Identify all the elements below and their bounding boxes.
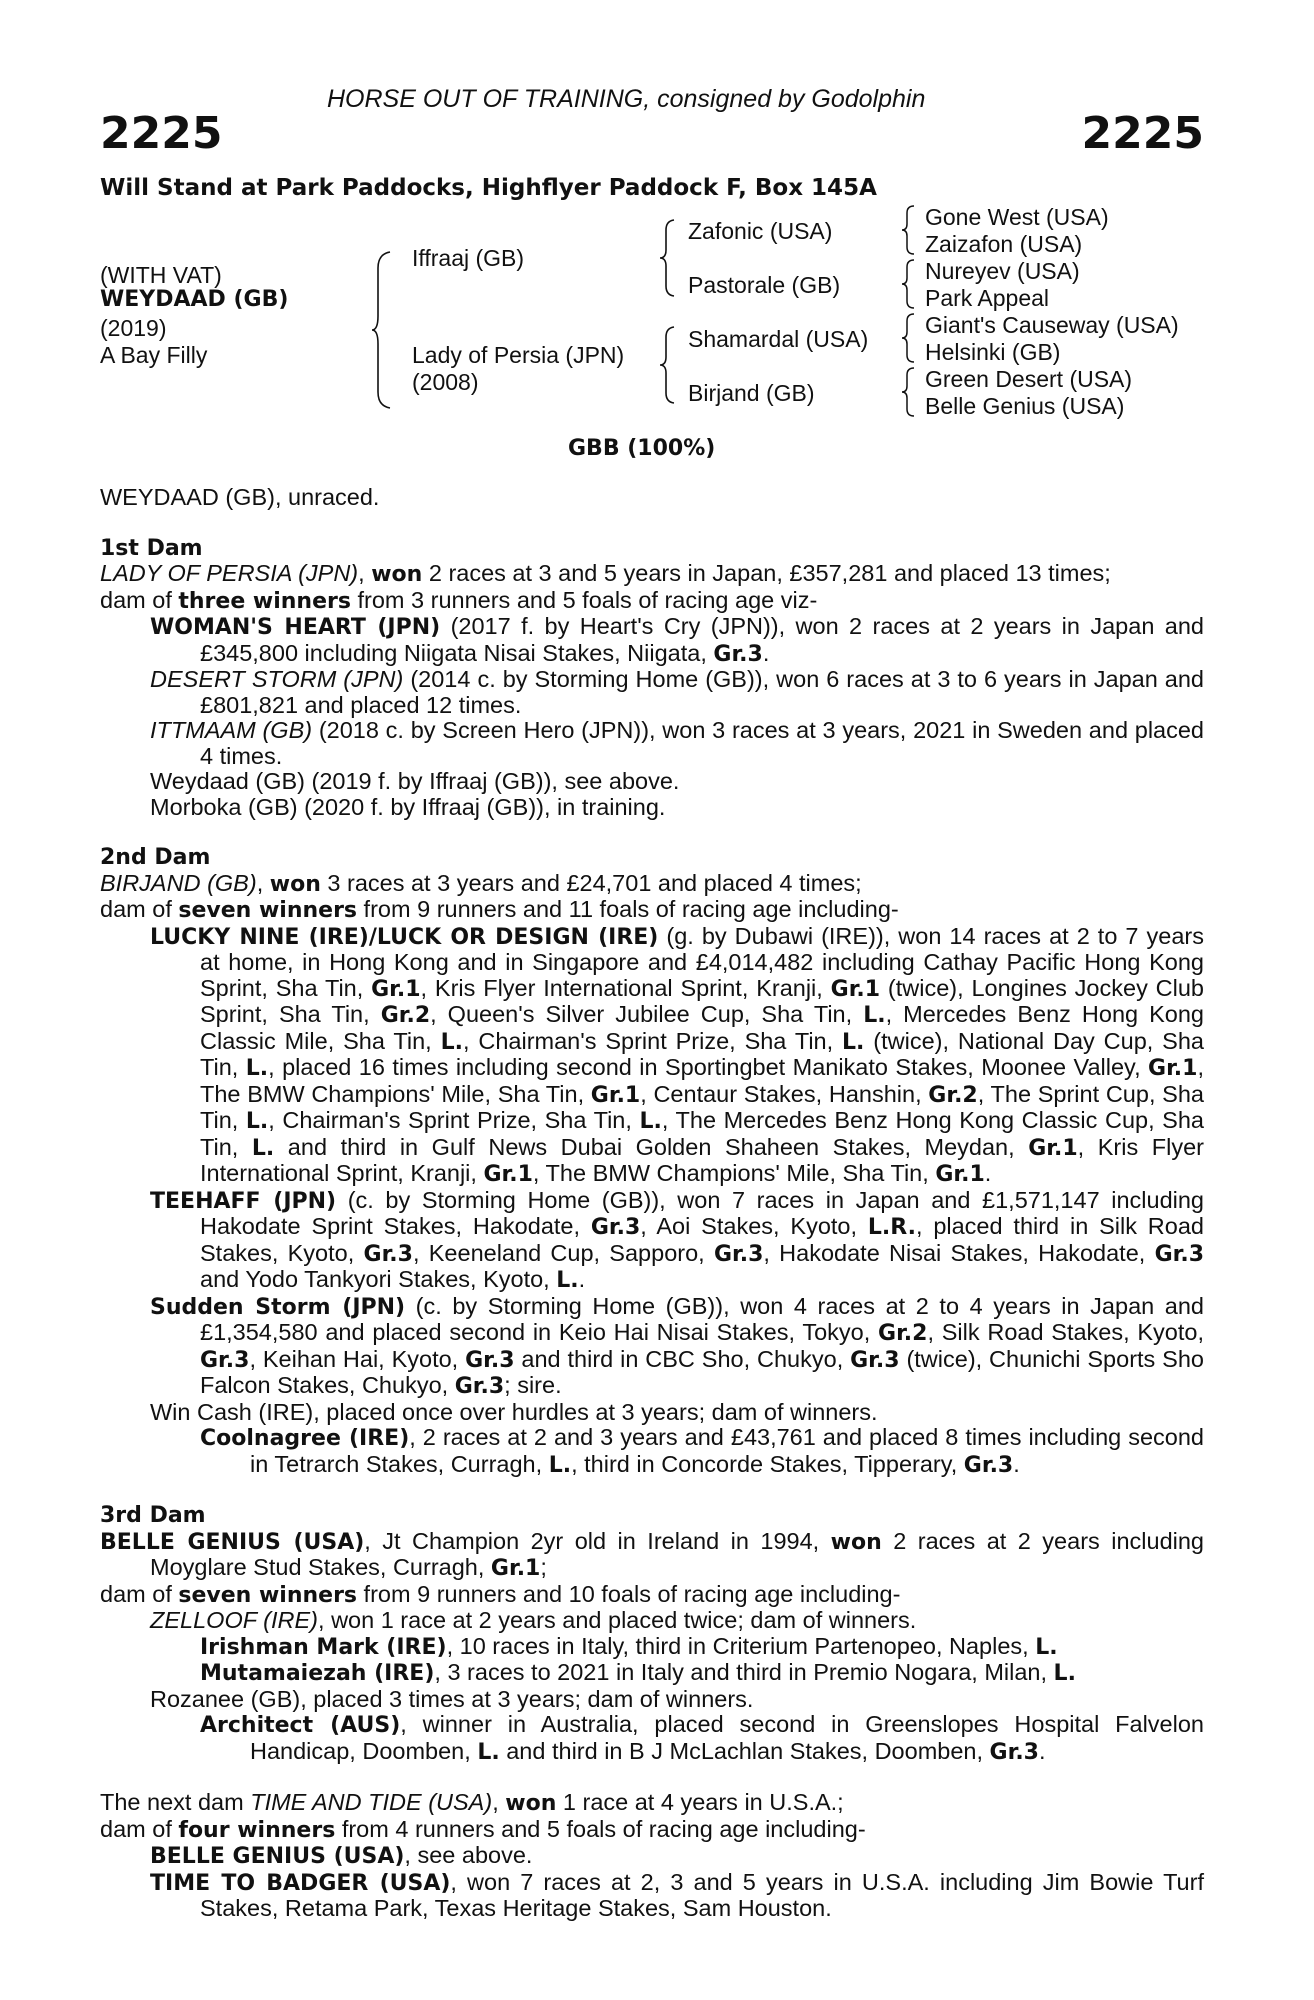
- t: , Jt Champion 2yr old in Ireland in 1994,: [364, 1527, 831, 1554]
- brace-3b: [900, 258, 916, 310]
- second-dam-line2: [100, 897, 1204, 924]
- third-dam-heading: 3rd Dam: [100, 1503, 206, 1528]
- grade-label: Gr.1: [830, 976, 881, 1002]
- t: , The BMW Champions' Mile, Sha Tin,: [532, 1160, 936, 1186]
- t: , 3 races to 2021 in Italy and third in Premio Nogara, Milan,: [434, 1659, 1054, 1685]
- t: , Chairman's Sprint Prize, Sha Tin,: [268, 1107, 640, 1133]
- gen3-7: Green Desert (USA): [925, 366, 1133, 392]
- t: (twice), National Day Cup, Sha Tin,: [200, 1027, 1204, 1080]
- first-dam-section: [100, 536, 1204, 821]
- grade-label: Gr.3: [963, 1452, 1014, 1478]
- catalogue-body: [100, 485, 1204, 1922]
- progeny-name: Architect (AUS): [200, 1713, 401, 1738]
- t: , Kris Flyer International Sprint, Kranji,: [200, 1133, 1204, 1186]
- progeny-entry: [100, 1188, 1204, 1294]
- t: and third in Gulf News Dubai Golden Shaheen Stakes, Meydan,: [274, 1133, 1029, 1160]
- t: and third in B J McLachlan Stakes, Doomben,: [499, 1737, 990, 1764]
- grade-label: L.: [1053, 1661, 1076, 1686]
- progeny-name: BELLE GENIUS (USA): [150, 1844, 405, 1869]
- progeny-name: Mutamaiezah (IRE): [200, 1661, 435, 1686]
- progeny-entry: [100, 614, 1204, 667]
- grade-label: Gr.3: [1154, 1241, 1204, 1267]
- sire-sire: Zafonic (USA): [688, 218, 833, 244]
- progeny-record: (2018 c. by Screen Hero (JPN)), won 3 races at 3 years, 2021 in Sweden and placed 4 times.: [200, 717, 1205, 769]
- gbb-percentage: GBB (100%): [568, 436, 716, 461]
- third-dam-section: [100, 1503, 1204, 1765]
- grade-label: L.: [842, 1029, 865, 1055]
- t: , Centaur Stakes, Hanshin,: [640, 1080, 929, 1107]
- second-dam-line1: [100, 871, 1204, 898]
- t: , Mercedes Benz Hong Kong Classic Mile, Sha Tin,: [200, 1001, 1205, 1054]
- grade-label: L.: [639, 1109, 662, 1134]
- record-text: 2 races at 3 and 5 years in Japan, £357,281 and placed 13 times;: [422, 560, 1111, 586]
- progeny-entry: [100, 718, 1204, 769]
- t: (twice), Longines Jockey Club Sprint, Sha Tin,: [200, 974, 1204, 1027]
- progeny-record: Weydaad (GB) (2019 f. by Iffraaj (GB)), see above.: [150, 768, 680, 794]
- grade-label: Gr.2: [380, 1003, 431, 1028]
- text: from 9 runners and 11 foals of racing age including-: [357, 896, 899, 922]
- t: .: [578, 1266, 586, 1292]
- t: .: [984, 1160, 992, 1186]
- progeny-entry: [100, 1870, 1204, 1922]
- lot-number-right: 2225: [1081, 108, 1204, 159]
- progeny-entry: [100, 924, 1204, 1188]
- first-dam-line2: [100, 588, 1204, 615]
- t: , 2 races at 2 and 3 years and £43,761 and placed 8 times including second in Tetrarch Stakes, Curragh,: [250, 1424, 1204, 1477]
- progeny-entry: [100, 667, 1204, 718]
- t: , placed 16 times including second in Sportingbet Manikato Stakes, Moonee Valley,: [268, 1054, 1149, 1080]
- t: (g. by Dubawi (IRE)), won 14 races at 2 to 7 years at home, in Hong Kong and in Singapore and £4,014,482 including Cathay Pacific Hong Kong Sprint, Sha Tin,: [200, 922, 1204, 1001]
- horse-year: (2019): [100, 315, 167, 341]
- lot-number-left: 2225: [100, 108, 223, 159]
- t: , Chairman's Sprint Prize, Sha Tin,: [462, 1027, 843, 1054]
- grade-label: Gr.3: [363, 1241, 413, 1267]
- dam-name: LADY OF PERSIA (JPN): [100, 560, 359, 586]
- dam-name: TIME AND TIDE (USA): [250, 1789, 493, 1815]
- brace-3a: [900, 204, 916, 256]
- dam-name: BELLE GENIUS (USA): [100, 1529, 365, 1555]
- progeny-name: ITTMAAM (GB): [150, 717, 313, 743]
- t: and third in CBC Sho, Chukyo,: [514, 1345, 851, 1372]
- t: (twice), Chunichi Sports Sho Falcon Stakes, Chukyo,: [200, 1345, 1204, 1398]
- sep: ,: [358, 560, 372, 586]
- dam-year: (2008): [412, 369, 479, 395]
- dam-sire: Shamardal (USA): [688, 326, 869, 352]
- grade-label: Gr.3: [590, 1215, 641, 1240]
- first-dam-heading: 1st Dam: [100, 535, 203, 561]
- brace-gen1: [370, 250, 394, 410]
- grade-label: Gr.3: [850, 1347, 900, 1373]
- progeny-record: (2017 f. by Heart's Cry (JPN)), won 2 races at 2 years in Japan and £345,800 including Niigata Nisai Stakes, Niigata,: [200, 613, 1204, 666]
- t: , 10 races in Italy, third in Criterium Partenopeo, Naples,: [446, 1632, 1036, 1659]
- dam-name: BIRJAND (GB): [100, 869, 257, 896]
- grade-label: Gr.1: [1148, 1056, 1198, 1081]
- t: .: [1038, 1737, 1046, 1764]
- horse-name: WEYDAAD (GB): [100, 287, 289, 312]
- progeny-entry: [100, 795, 1204, 821]
- t: (c. by Storming Home (GB)), won 4 races at 2 to 4 years in Japan and £1,354,580 and placed second in Keio Hai Nisai Stakes, Tokyo,: [200, 1292, 1204, 1345]
- progeny-record: Win Cash (IRE), placed once over hurdles at 3 years; dam of winners.: [150, 1398, 878, 1425]
- t: , Silk Road Stakes, Kyoto,: [927, 1319, 1205, 1345]
- grade-label: L.: [863, 1003, 886, 1028]
- grade-label: L.: [245, 1056, 269, 1081]
- brace-dam-line: [658, 325, 676, 405]
- text: from 4 runners and 5 foals of racing age including-: [335, 1815, 866, 1842]
- third-dam-line2: [100, 1582, 1204, 1609]
- catalogue-subtitle: HORSE OUT OF TRAINING, consigned by Godolphin: [327, 85, 926, 113]
- grand-progeny-entry: [100, 1712, 1204, 1765]
- grade-label: Gr.1: [371, 976, 421, 1002]
- t: , winner in Australia, placed second in Greenslopes Hospital Falvelon Handicap, Doomben,: [250, 1711, 1204, 1764]
- record-text: 1 race at 4 years in U.S.A.;: [556, 1789, 844, 1815]
- text: from 9 runners and 10 foals of racing age including-: [357, 1580, 901, 1607]
- grade-label: Gr.3: [454, 1374, 505, 1399]
- text: dam of: [100, 1580, 179, 1607]
- t: , Keeneland Cup, Sapporo,: [412, 1239, 714, 1266]
- progeny-name: Sudden Storm (JPN): [150, 1294, 406, 1320]
- sep: ,: [492, 1789, 506, 1815]
- brace-sire-line: [658, 218, 676, 298]
- progeny-name: TIME TO BADGER (USA): [150, 1870, 451, 1896]
- text: dam of: [100, 1815, 179, 1842]
- progeny-name: TEEHAFF (JPN): [150, 1188, 337, 1214]
- gen3-3: Nureyev (USA): [925, 258, 1080, 284]
- t: , Kris Flyer International Sprint, Kranji,: [420, 974, 831, 1001]
- gen3-6: Helsinki (GB): [925, 339, 1061, 365]
- third-dam-line1: [100, 1529, 1204, 1582]
- grade-label: Gr.3: [989, 1739, 1039, 1765]
- progeny-entry: [100, 769, 1204, 795]
- progeny-name: LUCKY NINE (IRE)/LUCK OR DESIGN (IRE): [150, 924, 659, 950]
- intro-line: [100, 485, 1204, 511]
- progeny-record: (2014 c. by Storming Home (GB)), won 6 races at 3 to 6 years in Japan and £801,821 and placed 12 times.: [200, 666, 1204, 718]
- t: 2 races at 2 years including Moyglare Stud Stakes, Curragh,: [150, 1527, 1205, 1580]
- text: The next dam: [100, 1789, 251, 1815]
- gen3-5: Giant's Causeway (USA): [925, 312, 1179, 338]
- grand-progeny-entry: [100, 1425, 1204, 1478]
- progeny-name: ZELLOOF (IRE): [150, 1607, 319, 1633]
- won-label: won: [830, 1529, 882, 1555]
- grade-label: Gr.3: [713, 641, 763, 667]
- grade-label: L.: [556, 1268, 579, 1293]
- gen3-2: Zaizafon (USA): [925, 231, 1083, 257]
- t: ; sire.: [504, 1372, 562, 1398]
- grade-label: Gr.1: [483, 1162, 533, 1187]
- t: , The Sprint Cup, Sha Tin,: [200, 1080, 1204, 1133]
- grade-label: Gr.2: [878, 1321, 928, 1346]
- stand-location: Will Stand at Park Paddocks, Highflyer Paddock F, Box 145A: [100, 175, 877, 201]
- t: .: [1013, 1450, 1020, 1477]
- t: and Yodo Tankyori Stakes, Kyoto,: [200, 1266, 557, 1292]
- text: dam of: [100, 586, 179, 613]
- grade-label: Gr.2: [928, 1082, 978, 1108]
- horse-description: A Bay Filly: [100, 342, 208, 368]
- progeny-entry: [100, 1294, 1204, 1400]
- won-label: won: [371, 562, 423, 587]
- grade-label: L.R.: [867, 1215, 916, 1240]
- progeny-name: DESERT STORM (JPN): [150, 666, 404, 692]
- sire-dam: Pastorale (GB): [688, 272, 841, 298]
- grade-label: Gr.3: [200, 1347, 250, 1373]
- record-text: 3 races at 3 years and £24,701 and placed 4 times;: [320, 869, 862, 896]
- dam: Lady of Persia (JPN): [412, 342, 625, 368]
- won-label: won: [505, 1791, 557, 1816]
- progeny-name: WOMAN'S HEART (JPN): [150, 615, 441, 640]
- text: .: [762, 639, 770, 666]
- t: , The BMW Champions' Mile, Sha Tin,: [200, 1054, 1204, 1107]
- progeny-record: Rozanee (GB), placed 3 times at 3 years; dam of winners.: [150, 1685, 754, 1712]
- t: , third in Concorde Stakes, Tipperary,: [571, 1450, 964, 1477]
- progeny-name: Irishman Mark (IRE): [200, 1634, 447, 1660]
- t: , The Mercedes Benz Hong Kong Classic Cup, Sha Tin,: [200, 1107, 1204, 1160]
- grade-label: Gr.3: [713, 1241, 764, 1267]
- gen3-1: Gone West (USA): [925, 204, 1109, 230]
- grade-label: Gr.3: [465, 1347, 515, 1373]
- t: , Queen's Silver Jubilee Cup, Sha Tin,: [430, 1001, 864, 1027]
- gen3-8: Belle Genius (USA): [925, 393, 1125, 419]
- next-dam-section: [100, 1790, 1204, 1922]
- progeny-record: , won 7 races at 2, 3 and 5 years in U.S.A. including Jim Bowie Turf Stakes, Retama Park, Texas Heritage Stakes, Sam Houston.: [200, 1868, 1204, 1921]
- grand-progeny-entry: [100, 1660, 1204, 1687]
- progeny-entry: [100, 1608, 1204, 1634]
- intro-text: WEYDAAD (GB), unraced.: [100, 484, 380, 510]
- grade-label: L.: [477, 1739, 500, 1765]
- grade-label: L.: [251, 1135, 275, 1161]
- brace-3d: [900, 366, 916, 418]
- first-dam-line1: [100, 561, 1204, 588]
- progeny-record: Morboka (GB) (2020 f. by Iffraaj (GB)), in training.: [150, 793, 666, 820]
- grade-label: Gr.1: [1028, 1135, 1078, 1161]
- sire: Iffraaj (GB): [412, 245, 525, 271]
- progeny-record: , won 1 race at 2 years and placed twice; dam of winners.: [318, 1607, 917, 1633]
- text: from 3 runners and 5 foals of racing age viz-: [350, 586, 818, 613]
- t: , Hakodate Nisai Stakes, Hakodate,: [763, 1239, 1155, 1266]
- grade-label: Gr.1: [935, 1162, 985, 1187]
- grade-label: Gr.1: [590, 1082, 641, 1108]
- winners-count: four winners: [178, 1817, 336, 1843]
- progeny-entry: [100, 1843, 1204, 1870]
- t: ;: [540, 1554, 547, 1580]
- second-dam-section: [100, 845, 1204, 1478]
- next-dam-line2: [100, 1817, 1204, 1844]
- t: (c. by Storming Home (GB)), won 7 races in Japan and £1,571,147 including Hakodate Sprint Stakes, Hakodate,: [200, 1186, 1204, 1239]
- winners-count: three winners: [178, 588, 351, 614]
- brace-3c: [900, 312, 916, 364]
- grade-label: L.: [1035, 1634, 1058, 1660]
- vat-note: (WITH VAT): [100, 262, 222, 288]
- grand-progeny-entry: [100, 1634, 1204, 1661]
- t: , Keihan Hai, Kyoto,: [249, 1345, 466, 1372]
- won-label: won: [269, 871, 321, 897]
- dam-dam: Birjand (GB): [688, 380, 815, 406]
- second-dam-heading: 2nd Dam: [100, 845, 211, 870]
- grade-label: L.: [245, 1109, 269, 1134]
- winners-count: seven winners: [178, 898, 358, 923]
- next-dam-line1: [100, 1790, 1204, 1817]
- t: , placed third in Silk Road Stakes, Kyoto,: [200, 1213, 1204, 1266]
- progeny-name: Coolnagree (IRE): [200, 1426, 410, 1451]
- progeny-entry: [100, 1687, 1204, 1713]
- t: , Aoi Stakes, Kyoto,: [640, 1213, 868, 1239]
- text: dam of: [100, 896, 179, 922]
- grade-label: L.: [548, 1452, 572, 1478]
- grade-label: L.: [440, 1029, 463, 1055]
- grade-label: Gr.1: [490, 1556, 541, 1581]
- winners-count: seven winners: [178, 1582, 358, 1608]
- progeny-record: , see above.: [404, 1842, 533, 1868]
- progeny-entry: [100, 1400, 1204, 1426]
- gen3-4: Park Appeal: [925, 285, 1050, 311]
- sep: ,: [256, 869, 270, 896]
